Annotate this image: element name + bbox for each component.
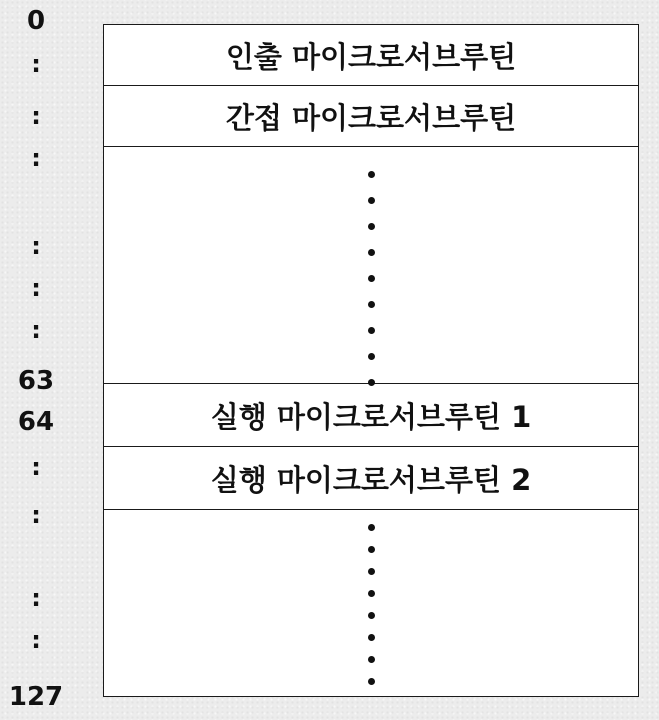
row-label: 간접 마이크로서브루틴	[225, 100, 517, 135]
ellipsis-dot	[368, 223, 375, 230]
address-ellipsis: :	[31, 144, 41, 172]
address-ellipsis: :	[31, 453, 41, 481]
unused-area-2	[104, 510, 638, 696]
address-ellipsis: :	[31, 102, 41, 130]
address-label-127: 127	[8, 682, 64, 712]
row-label: 실행 마이크로서브루틴 2	[210, 462, 532, 497]
row-label: 인출 마이크로서브루틴	[225, 39, 517, 74]
ellipsis-dot	[368, 656, 375, 663]
address-ellipsis: :	[31, 584, 41, 612]
ellipsis-dot	[368, 171, 375, 178]
ellipsis-dot	[368, 327, 375, 334]
ellipsis-dot	[368, 546, 375, 553]
ellipsis-dot	[368, 524, 375, 531]
address-ellipsis: :	[31, 274, 41, 302]
address-ellipsis: :	[31, 501, 41, 529]
address-ellipsis: :	[31, 232, 41, 260]
ellipsis-dot	[368, 568, 375, 575]
execute-microsubroutine-2-row	[104, 447, 638, 510]
execute-microsubroutine-1-row	[104, 384, 638, 447]
ellipsis-dot	[368, 612, 375, 619]
ellipsis-dot	[368, 678, 375, 685]
indirect-microsubroutine-row	[104, 86, 638, 147]
address-label-63: 63	[17, 366, 55, 396]
address-ellipsis: :	[31, 626, 41, 654]
ellipsis-dot	[368, 275, 375, 282]
address-ellipsis: :	[31, 50, 41, 78]
address-label-64: 64	[17, 407, 55, 437]
ellipsis-dot	[368, 353, 375, 360]
fetch-microsubroutine-row	[104, 25, 638, 86]
ellipsis-dot	[368, 249, 375, 256]
unused-area-1	[104, 147, 638, 384]
ellipsis-dot	[368, 301, 375, 308]
row-label: 실행 마이크로서브루틴 1	[210, 399, 532, 434]
address-ellipsis: :	[31, 316, 41, 344]
address-label-0: 0	[26, 6, 46, 36]
ellipsis-dot	[368, 634, 375, 641]
ellipsis-dot	[368, 197, 375, 204]
control-memory-box	[103, 24, 639, 697]
ellipsis-dot	[368, 590, 375, 597]
